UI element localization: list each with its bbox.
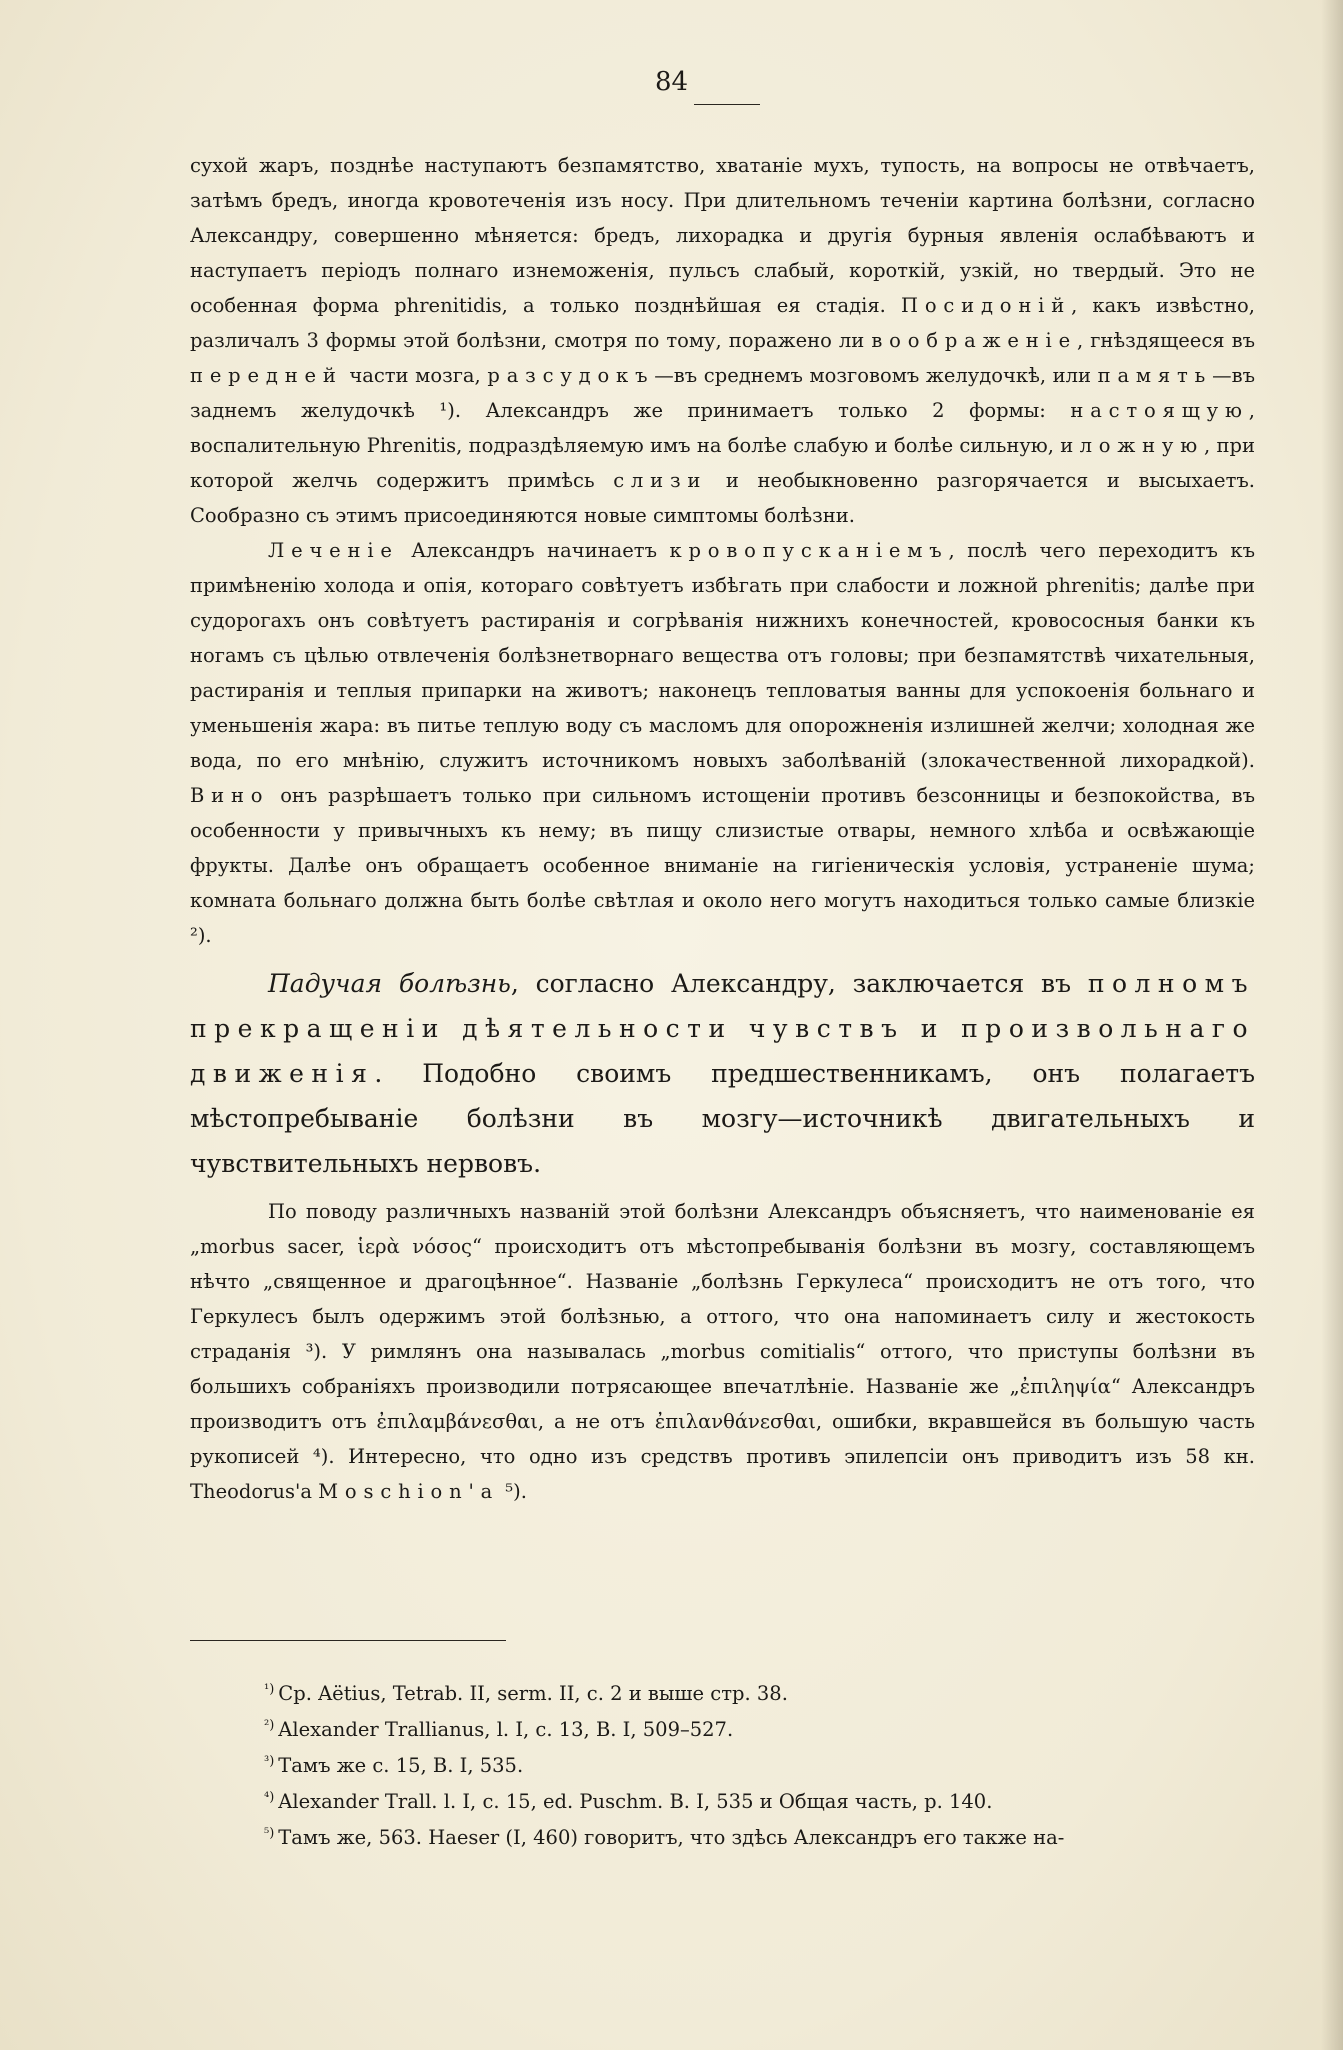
paragraph-2-text-3: онъ разрѣшаетъ только при сильномъ истощенiи противъ безсонницы и безпокойства, въ особенности у привычныхъ къ нему; въ пищу слизистые отвары, немного хлѣба и освѣжающiе фрукты. Далѣе онъ обращаетъ особенное вниманiе на гигiеническiя условiя, устраненiе шума; комната больнаго должна быть болѣе свѣтлая и около него могутъ находиться только самые близкiе ²). bbox=[190, 784, 1255, 947]
paragraph-2-text-2: , послѣ чего переходитъ къ примѣненiю холода и опiя, котораго совѣтуетъ избѣгать при слабости и ложной phrenitis; далѣе при судорогахъ онъ совѣтуетъ растиранiя и согрѣванiя нижнихъ конечностей, кровососныя банки къ ногамъ съ цѣлью отвлеченiя болѣзнетворнаго вещества отъ головы; при безпамятствѣ чихательныя, растиранiя и теплыя припарки на животъ; наконецъ тепловатыя ванны для успокоенiя больнаго и уменьшенiя жара: въ питье теплую воду съ масломъ для опорожненiя излишней желчи; холодная же вода, по его мнѣнiю, служитъ источникомъ новыхъ заболѣванiй (злокачественной лихорадкой). bbox=[190, 539, 1255, 772]
paragraph-1-text-4: части мозга, bbox=[342, 364, 488, 387]
footnote-text: Тамъ же с. 15, B. I, 535. bbox=[278, 1754, 524, 1777]
paragraph-1-text-8: , при которой желчь содержитъ примѣсь bbox=[190, 434, 1255, 492]
paragraph-1-text-9: и необыкновенно разгорячается и высыхаетъ. Сообразно съ этимъ присоединяются новые симптомы болѣзни. bbox=[190, 469, 1255, 527]
paragraph-1-text-5: —въ среднемъ мозговомъ желудочкѣ, или bbox=[654, 364, 1098, 387]
paragraph-1-text: сухой жаръ, позднѣе наступаютъ безпамятство, хватанiе мухъ, тупость, на вопросы не отвѣчаетъ, затѣмъ бредъ, иногда кровотеченiя изъ носу. При длительномъ теченiи картина болѣзни, согласно Александру, совершенно мѣняется: бредъ, лихорадка и другiя бурныя явленiя ослабѣваютъ и наступаетъ перiодъ полнаго изнеможенiя, пульсъ слабый, короткiй, узкiй, но твердый. Это не особенная форма phrenitidis, а только позднѣйшая ея стадiя. bbox=[190, 154, 1255, 317]
paragraph-3-text-1: , согласно Александру, заключается въ bbox=[510, 969, 1088, 998]
emphasis-cessation: полномъ прекращенiи дѣятельности чувствъ и произвольнаго движенiя bbox=[190, 969, 1255, 1088]
paragraph-1-text-6: —въ заднемъ желудочкѣ ¹). Александръ же принимаетъ только 2 формы: bbox=[190, 364, 1255, 422]
footnote-text: Тамъ же, 563. Haeser (I, 460) говоритъ, что здѣсь Александръ его также на- bbox=[278, 1826, 1065, 1849]
paragraph-4-text-1: По поводу различныхъ названiй этой болѣзни Александръ объясняетъ, что наименованiе ея „morbus sacer, ἱερὰ νόσος“ происходитъ отъ мѣстопребыванiя болѣзни въ мозгу, составляющемъ нѣчто „священное и драгоцѣнное“. Названiе „болѣзнь Геркулеса“ происходитъ не отъ того, что Геркулесъ былъ одержимъ этой болѣзнью, а оттого, что она напоминаетъ силу и жестокость страданiя ³). У римлянъ она называлась „morbus comitialis“ оттого, что приступы болѣзни въ большихъ собранiяхъ производили потрясающее впечатлѣнiе. Названiе же „ἐπιληψία“ Александръ производитъ отъ ἐπιλαμβάνεσθαι, а не отъ ἐπιλανθάνεσθαι, ошибки, вкравшейся въ большую часть рукописей ⁴). Интересно, что одно изъ средствъ противъ эпилепсiи онъ приводитъ изъ 58 кн. Theodorus'a bbox=[190, 1200, 1255, 1503]
paragraph-epilepsy bbox=[190, 961, 1255, 1186]
footnote-mark: ¹) bbox=[264, 1681, 275, 1697]
footnote-mark: ³) bbox=[264, 1753, 275, 1769]
paragraph-names bbox=[190, 1194, 1255, 1509]
emphasis-memory: память bbox=[1097, 364, 1213, 387]
footnote-2 bbox=[264, 1712, 1254, 1748]
body-text bbox=[190, 148, 1255, 1509]
footnote-3 bbox=[264, 1748, 1254, 1784]
emphasis-moschion: Moschion'a bbox=[318, 1480, 500, 1503]
emphasis-bloodletting: кровопусканiемъ bbox=[669, 539, 949, 562]
footnote-rule bbox=[190, 1640, 506, 1641]
paragraph-2-text-1: Александръ начинаетъ bbox=[398, 539, 670, 562]
footnote-5 bbox=[264, 1820, 1254, 1856]
emphasis-treatment: Леченiе bbox=[268, 539, 399, 562]
paragraph-3-text-2: . Подобно своимъ предшественникамъ, онъ полагаетъ мѣстопребыванiе болѣзни въ мозгу—источникѣ двигательныхъ и чувствительныхъ нервовъ. bbox=[190, 1059, 1255, 1178]
footnotes bbox=[264, 1676, 1254, 1856]
footnote-4 bbox=[264, 1784, 1254, 1820]
binding-shadow bbox=[1321, 0, 1343, 2050]
page-number-rule bbox=[694, 104, 760, 105]
paragraph-phrenitis-course bbox=[190, 148, 1255, 533]
emphasis-imagination: воображенiе bbox=[871, 329, 1077, 352]
footnote-mark: ²) bbox=[264, 1717, 275, 1733]
footnote-mark: ⁴) bbox=[264, 1789, 275, 1805]
paragraph-1-text-7: , воспалительную Phrenitis, подраздѣляемую имъ на болѣе слабую и болѣе сильную, и bbox=[190, 399, 1255, 457]
emphasis-epilepsy-term: Падучая болѣзнь bbox=[268, 969, 511, 998]
paragraph-4-text-2: ⁵). bbox=[499, 1480, 527, 1503]
emphasis-true-form: настоящую bbox=[1070, 399, 1249, 422]
page-number: 84 bbox=[654, 67, 689, 97]
paragraph-1-text-2: , какъ извѣстно, различалъ 3 формы этой болѣзни, смотря по тому, поражено ли bbox=[190, 294, 1255, 352]
emphasis-false-form: ложную bbox=[1079, 434, 1205, 457]
emphasis-reason: разсудокъ bbox=[487, 364, 655, 387]
footnote-text: Ср. Aëtius, Tetrab. II, serm. II, c. 2 и выше стр. 38. bbox=[278, 1682, 788, 1705]
emphasis-wine: Вино bbox=[190, 784, 270, 807]
emphasis-mucus: слизи bbox=[613, 469, 708, 492]
paragraph-treatment bbox=[190, 533, 1255, 953]
footnote-1 bbox=[264, 1676, 1254, 1712]
footnote-text: Alexander Trallianus, l. I, c. 13, B. I, 509–527. bbox=[278, 1718, 734, 1741]
footnote-mark: ⁵) bbox=[264, 1825, 275, 1841]
footnote-text: Alexander Trall. l. I, c. 15, ed. Puschm. B. I, 535 и Общая часть, p. 140. bbox=[278, 1790, 993, 1813]
emphasis-posidonius: Посидонiй bbox=[900, 294, 1072, 317]
emphasis-front: передней bbox=[190, 364, 343, 387]
paragraph-1-text-3: , гнѣздящееся въ bbox=[1076, 329, 1255, 352]
